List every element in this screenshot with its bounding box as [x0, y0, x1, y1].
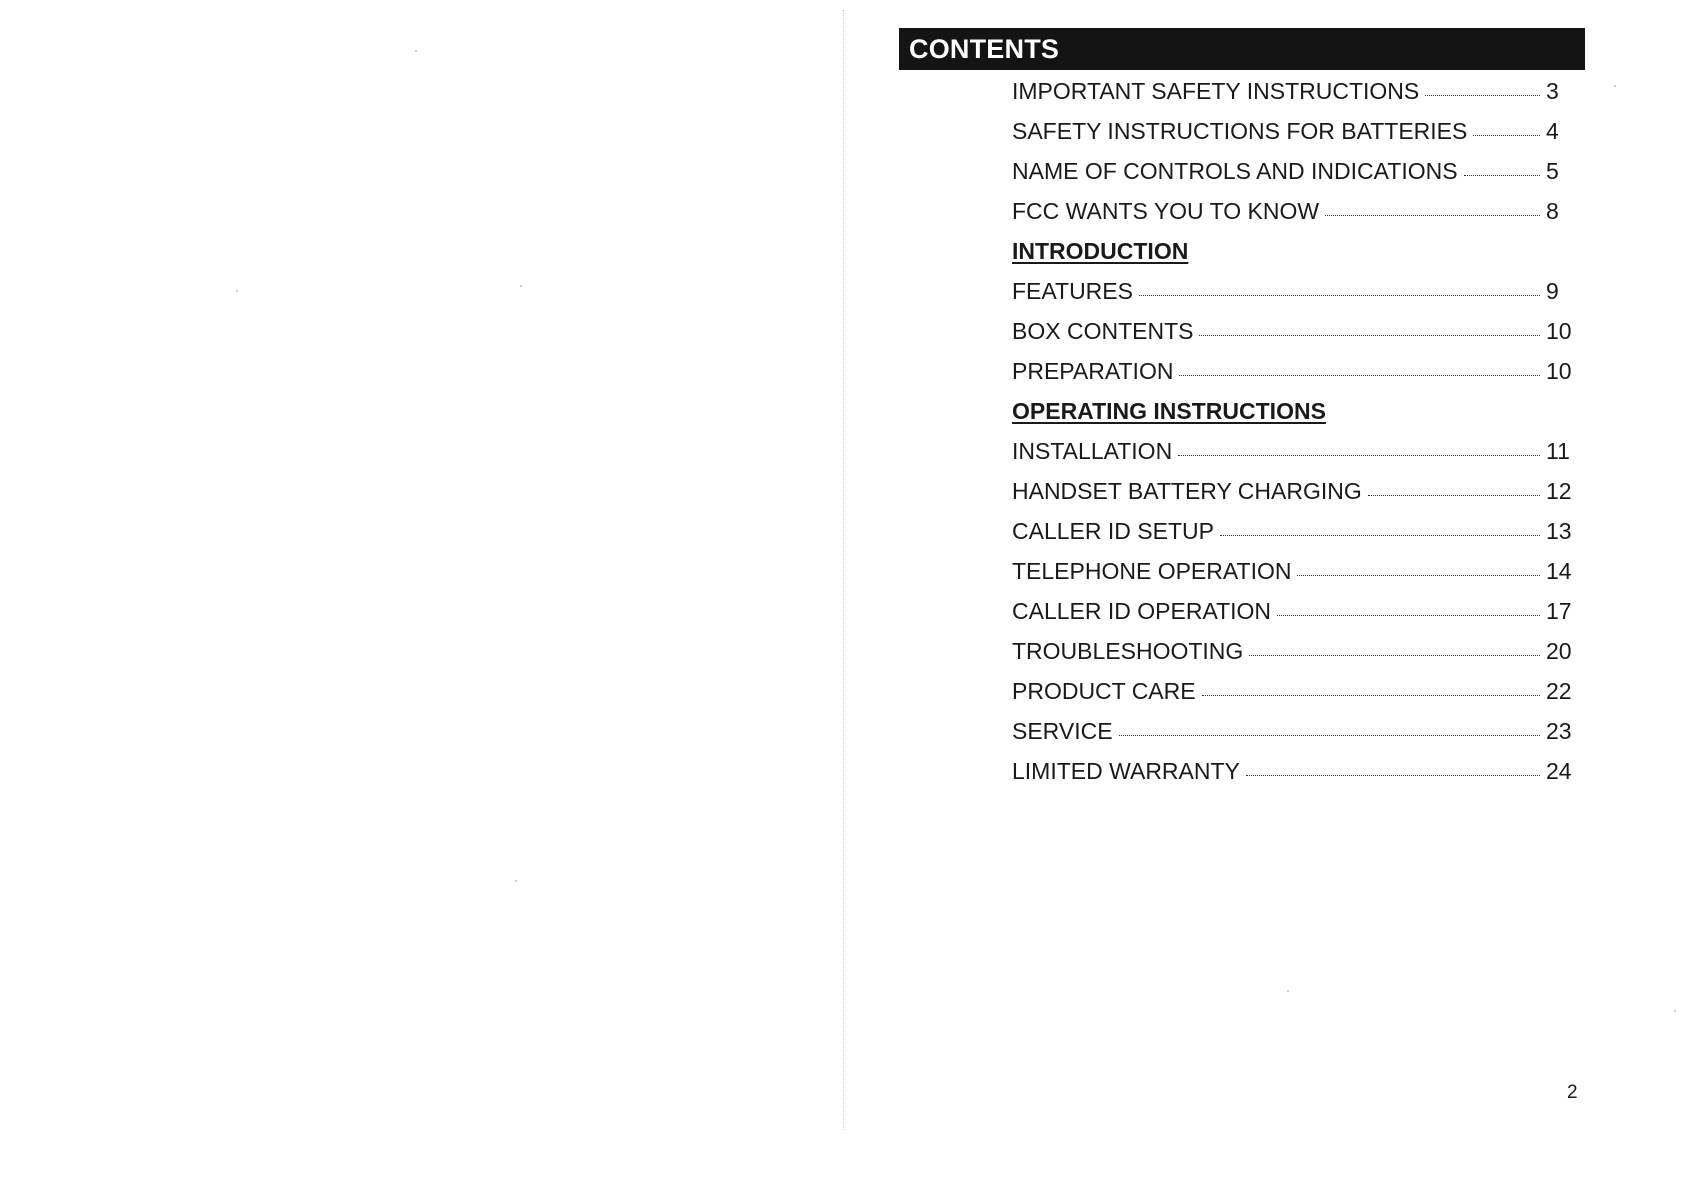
scan-speck: [1614, 85, 1616, 87]
scan-speck: [520, 285, 522, 287]
toc-entry-label: SERVICE: [1012, 718, 1113, 744]
toc-entry-page-number: 24: [1546, 758, 1572, 784]
toc-entry-label: PREPARATION: [1012, 358, 1174, 384]
dot-leader: [1473, 135, 1540, 136]
toc-entry-label: LIMITED WARRANTY: [1012, 758, 1240, 784]
toc-entry-page-number: 14: [1546, 558, 1572, 584]
scan-speck: [236, 290, 238, 292]
dot-leader: [1425, 95, 1540, 96]
toc-entry-page-number: 10: [1546, 318, 1572, 344]
toc-entry: [1012, 518, 1572, 558]
toc-entry: [1012, 638, 1572, 678]
scan-speck: [515, 880, 517, 882]
toc-entry-label: NAME OF CONTROLS AND INDICATIONS: [1012, 158, 1458, 184]
dot-leader: [1119, 735, 1540, 736]
dot-leader: [1249, 655, 1540, 656]
contents-title: CONTENTS: [909, 33, 1060, 64]
toc-entry-label: FCC WANTS YOU TO KNOW: [1012, 198, 1320, 224]
toc-entry: [1012, 438, 1572, 478]
toc-entry-label: INSTALLATION: [1012, 438, 1173, 464]
toc-entry-label: HANDSET BATTERY CHARGING: [1012, 478, 1362, 504]
toc-entry: [1012, 358, 1572, 398]
toc-entry-label: BOX CONTENTS: [1012, 318, 1194, 344]
dot-leader: [1246, 775, 1540, 776]
toc-entry: [1012, 558, 1572, 598]
toc-entry-page-number: 22: [1546, 678, 1572, 704]
toc-entry-page-number: 3: [1546, 78, 1559, 104]
toc-section-heading: OPERATING INSTRUCTIONS: [1012, 398, 1326, 424]
toc-entry: [1012, 118, 1572, 158]
toc-entry-page-number: 11: [1546, 438, 1570, 464]
toc-entry: [1012, 278, 1572, 318]
table-of-contents: [1012, 78, 1572, 798]
toc-entry-page-number: 8: [1546, 198, 1559, 224]
toc-entry-label: PRODUCT CARE: [1012, 678, 1196, 704]
toc-entry-label: IMPORTANT SAFETY INSTRUCTIONS: [1012, 78, 1420, 104]
toc-entry-label: FEATURES: [1012, 278, 1133, 304]
toc-section-heading: INTRODUCTION: [1012, 238, 1189, 264]
scan-speck: [1287, 990, 1289, 992]
toc-entry-page-number: 5: [1546, 158, 1559, 184]
contents-banner: [899, 28, 1585, 70]
toc-entry: [1012, 78, 1572, 118]
dot-leader: [1199, 335, 1540, 336]
scan-speck: [1674, 1010, 1676, 1012]
dot-leader: [1368, 495, 1540, 496]
page-number: 2: [1567, 1082, 1578, 1103]
toc-entry-page-number: 17: [1546, 598, 1572, 624]
toc-entry: [1012, 678, 1572, 718]
toc-entry: [1012, 478, 1572, 518]
toc-entry-label: TROUBLESHOOTING: [1012, 638, 1244, 664]
toc-entry-label: TELEPHONE OPERATION: [1012, 558, 1292, 584]
toc-entry: [1012, 758, 1572, 798]
toc-entry-page-number: 23: [1546, 718, 1572, 744]
dot-leader: [1464, 175, 1540, 176]
toc-entry-page-number: 13: [1546, 518, 1572, 544]
toc-entry-page-number: 20: [1546, 638, 1572, 664]
dot-leader: [1139, 295, 1540, 296]
toc-entry: [1012, 158, 1572, 198]
dot-leader: [1179, 375, 1540, 376]
toc-entry-label: CALLER ID SETUP: [1012, 518, 1214, 544]
toc-entry: [1012, 198, 1572, 238]
toc-entry-page-number: 9: [1546, 278, 1559, 304]
dot-leader: [1325, 215, 1540, 216]
contents-page: [844, 0, 1682, 1190]
toc-entry-page-number: 4: [1546, 118, 1559, 144]
dot-leader: [1297, 575, 1540, 576]
toc-entry-label: SAFETY INSTRUCTIONS FOR BATTERIES: [1012, 118, 1468, 144]
scan-speck: [415, 50, 417, 52]
dot-leader: [1277, 615, 1540, 616]
toc-entry: [1012, 598, 1572, 638]
toc-entry-label: CALLER ID OPERATION: [1012, 598, 1272, 624]
toc-entry-page-number: 10: [1546, 358, 1572, 384]
dot-leader: [1202, 695, 1540, 696]
dot-leader: [1178, 455, 1540, 456]
toc-entry-page-number: 12: [1546, 478, 1572, 504]
dot-leader: [1220, 535, 1540, 536]
toc-entry: [1012, 318, 1572, 358]
toc-entry: [1012, 718, 1572, 758]
